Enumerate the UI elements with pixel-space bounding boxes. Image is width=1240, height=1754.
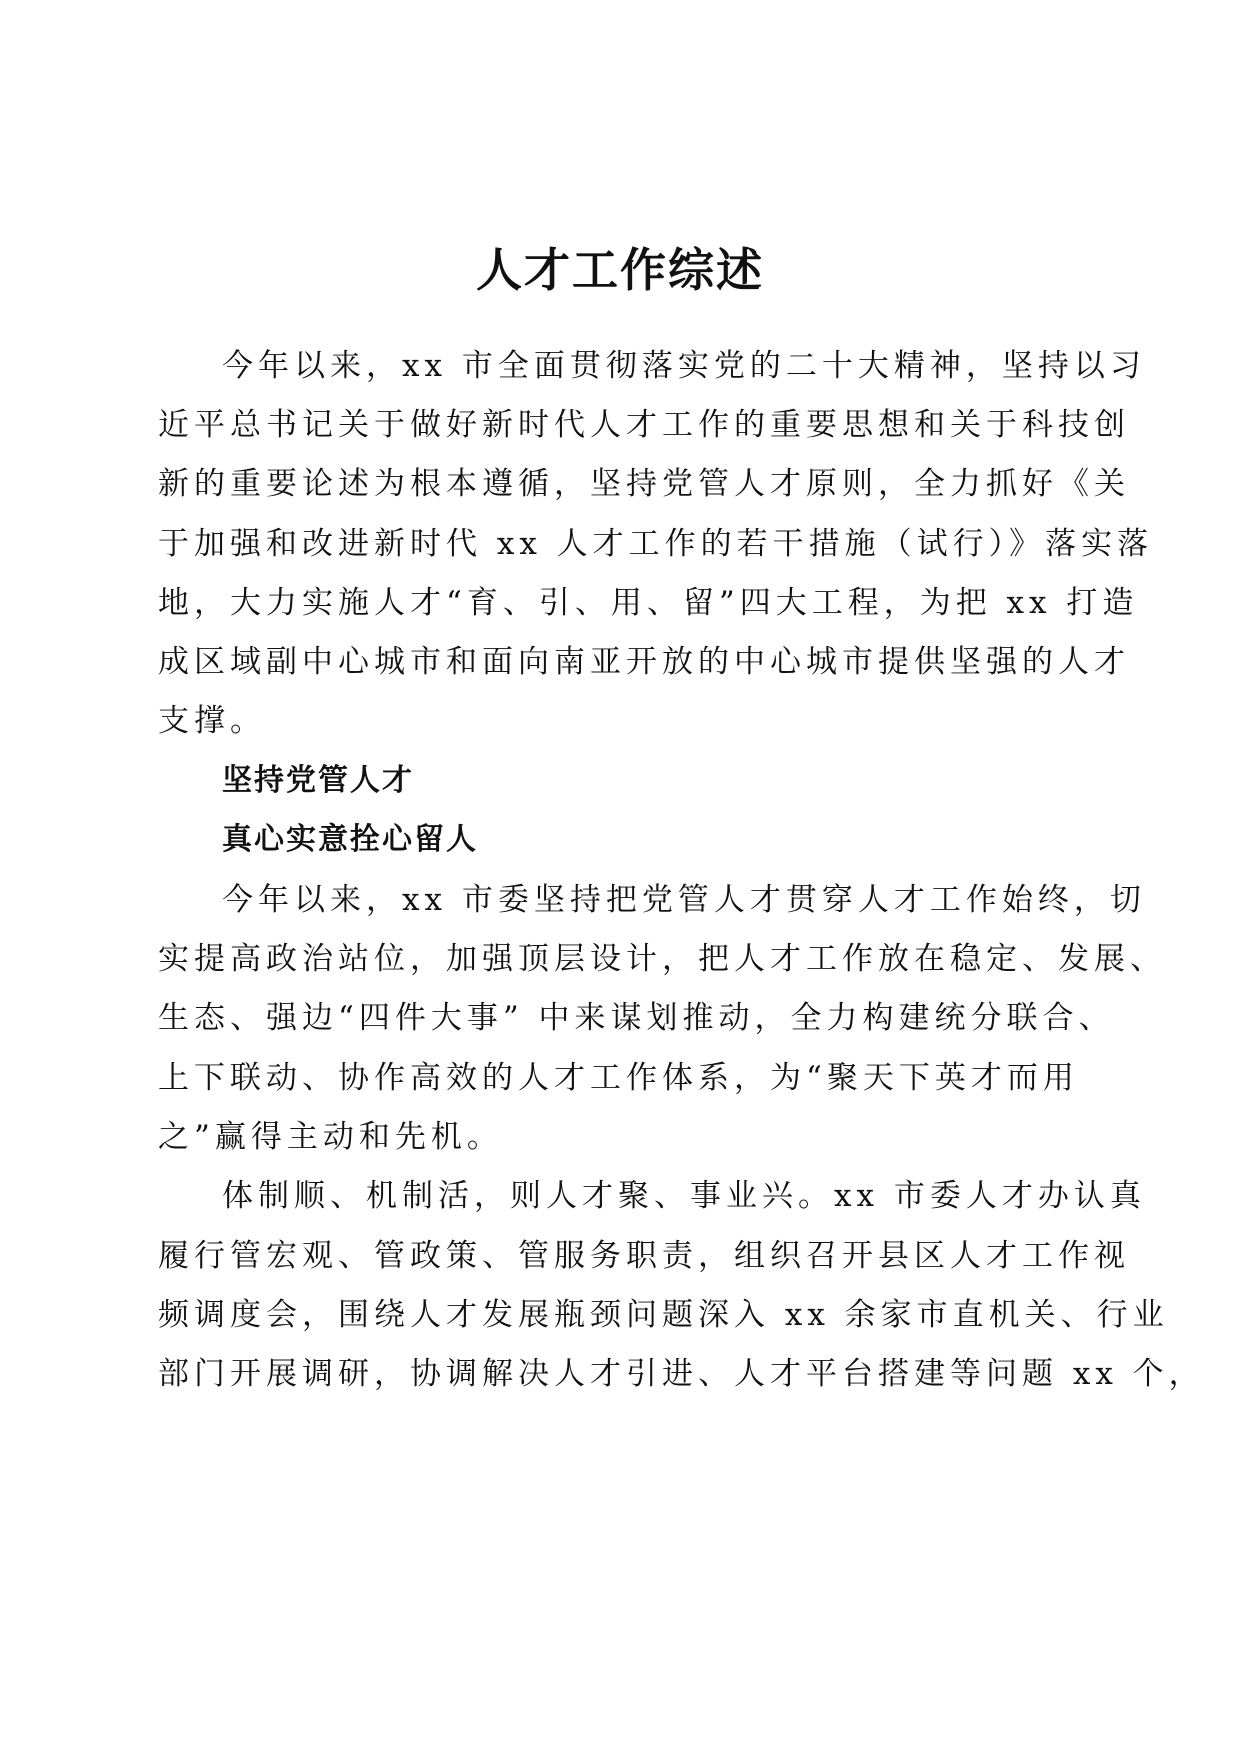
- paragraph-line: 体制顺、机制活，则人才聚、事业兴。xx 市委人才办认真: [222, 1178, 1146, 1214]
- section-subheading: 真心实意拴心留人: [222, 822, 478, 857]
- paragraph-line: 部门开展调研，协调解决人才引进、人才平台搭建等问题 xx 个，: [158, 1356, 1205, 1392]
- section-heading: 坚持党管人才: [222, 763, 414, 798]
- paragraph-line: 履行管宏观、管政策、管服务职责，组织召开县区人才工作视: [158, 1238, 1130, 1274]
- paragraph-line: 生态、强边“四件大事” 中来谋划推动，全力构建统分联合、: [158, 1000, 1115, 1036]
- paragraph-line: 频调度会，围绕人才发展瓶颈问题深入 xx 余家市直机关、行业: [158, 1297, 1169, 1333]
- paragraph-line: 近平总书记关于做好新时代人才工作的重要思想和关于科技创: [158, 407, 1130, 443]
- paragraph-line: 地，大力实施人才“育、引、用、留”四大工程，为把 xx 打造: [158, 585, 1139, 621]
- paragraph-line: 之”赢得主动和先机。: [158, 1119, 503, 1155]
- paragraph-line: 新的重要论述为根本遵循，坚持党管人才原则，全力抓好《关: [158, 466, 1130, 502]
- document-title: 人才工作综述: [476, 243, 764, 297]
- paragraph-line: 上下联动、协作高效的人才工作体系，为“聚天下英才而用: [158, 1060, 1079, 1096]
- paragraph-line: 成区域副中心城市和面向南亚开放的中心城市提供坚强的人才: [158, 644, 1130, 680]
- paragraph-line: 支撑。: [158, 703, 266, 739]
- paragraph-line: 今年以来，xx 市全面贯彻落实党的二十大精神，坚持以习: [222, 348, 1146, 384]
- paragraph-line: 于加强和改进新时代 xx 人才工作的若干措施（试行）》落实落: [158, 526, 1154, 562]
- paragraph-line: 实提高政治站位，加强顶层设计，把人才工作放在稳定、发展、: [158, 941, 1166, 977]
- paragraph-line: 今年以来，xx 市委坚持把党管人才贯穿人才工作始终，切: [222, 882, 1146, 918]
